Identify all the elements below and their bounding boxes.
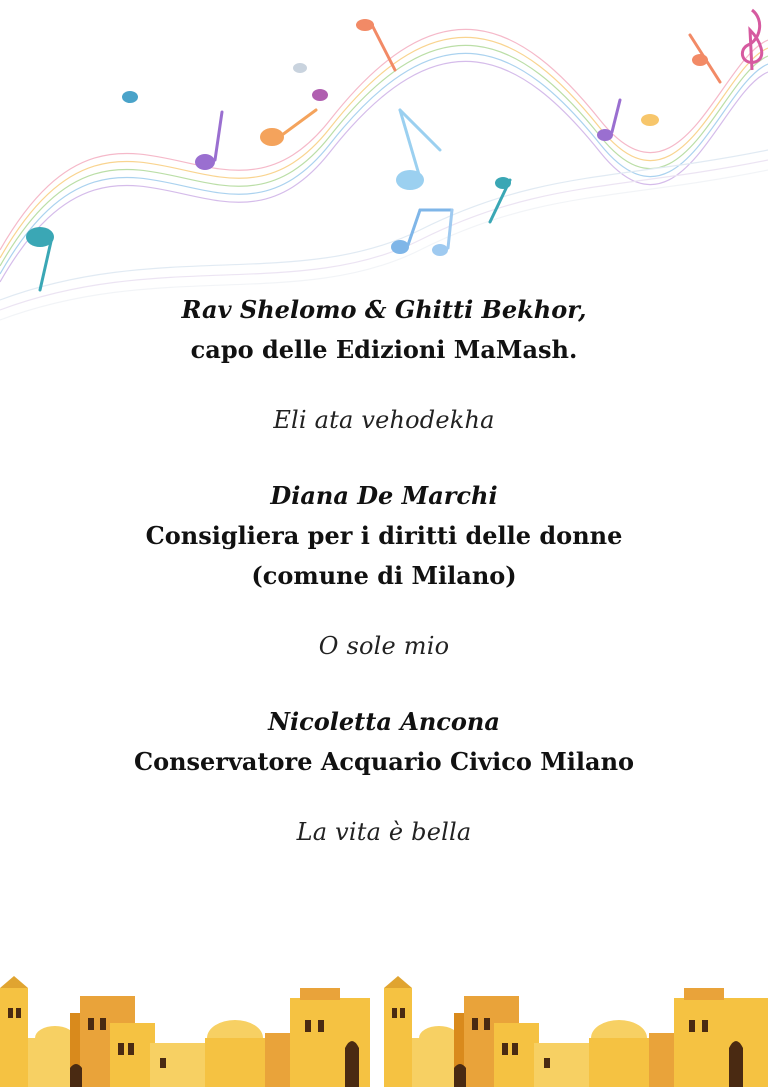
song-title: La vita è bella xyxy=(296,818,472,846)
performer-name: Rav Shelomo & Ghitti Bekhor, xyxy=(181,295,587,324)
program-entry xyxy=(0,476,768,666)
jerusalem-skyline-illustration xyxy=(0,968,768,1087)
performer-name: Nicoletta Ancona xyxy=(268,707,500,736)
performer-role-detail: (comune di Milano) xyxy=(251,561,517,590)
performer-name: Diana De Marchi xyxy=(270,481,498,510)
song-title: Eli ata vehodekha xyxy=(273,406,495,434)
program-entry xyxy=(0,702,768,852)
performer-role: Conservatore Acquario Civico Milano xyxy=(133,747,635,776)
song-title: O sole mio xyxy=(318,632,450,660)
program-entry xyxy=(0,290,768,440)
performer-role: Consigliera per i diritti delle donne xyxy=(145,521,623,550)
performer-role: capo delle Edizioni MaMash. xyxy=(190,335,578,364)
program-list xyxy=(0,290,768,852)
